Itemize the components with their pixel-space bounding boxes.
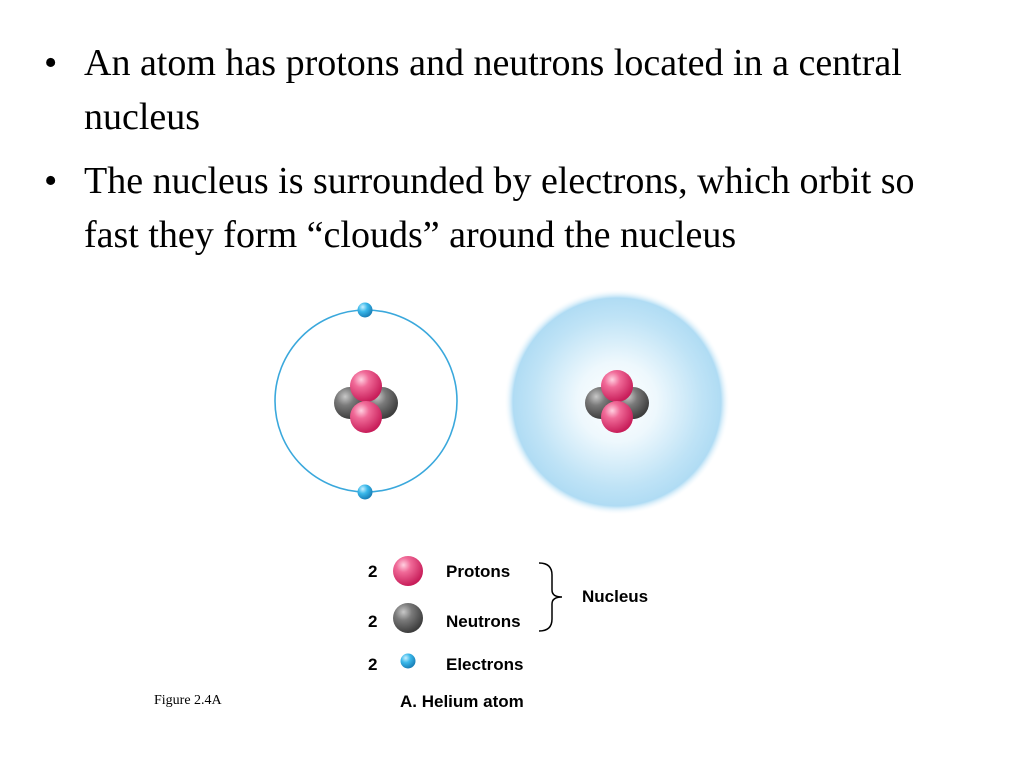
legend <box>368 556 648 674</box>
figure-caption: A. Helium atom <box>400 692 524 711</box>
protons-count: 2 <box>368 562 378 581</box>
proton-sphere-icon <box>601 401 633 433</box>
proton-sphere-icon <box>393 556 423 586</box>
neutrons-label: Neutrons <box>446 612 521 631</box>
electrons-label: Electrons <box>446 655 524 674</box>
electron-sphere-icon <box>358 485 373 500</box>
nucleus-brace <box>539 563 562 631</box>
neutron-sphere-icon <box>393 603 423 633</box>
electron-cloud-atom <box>504 289 730 515</box>
nucleus-left <box>334 370 398 433</box>
electrons-count: 2 <box>368 655 378 674</box>
orbital-model-atom <box>275 303 457 500</box>
electron-sphere-icon <box>401 654 416 669</box>
proton-sphere-icon <box>601 370 633 402</box>
bullet-marker: • <box>44 42 58 84</box>
figure-number: Figure 2.4A <box>154 693 222 708</box>
protons-label: Protons <box>446 562 511 581</box>
bullet-text: The nucleus is surrounded by electrons, which orbit so fast they form “clouds” around the nucleus <box>84 160 915 256</box>
bullet-marker: • <box>44 160 58 202</box>
proton-sphere-icon <box>350 401 382 433</box>
bullet-text: An atom has protons and neutrons located in a central nucleus <box>84 42 902 138</box>
nucleus-label: Nucleus <box>582 587 649 606</box>
proton-sphere-icon <box>350 370 382 402</box>
electron-sphere-icon <box>358 303 373 318</box>
neutrons-count: 2 <box>368 612 378 631</box>
